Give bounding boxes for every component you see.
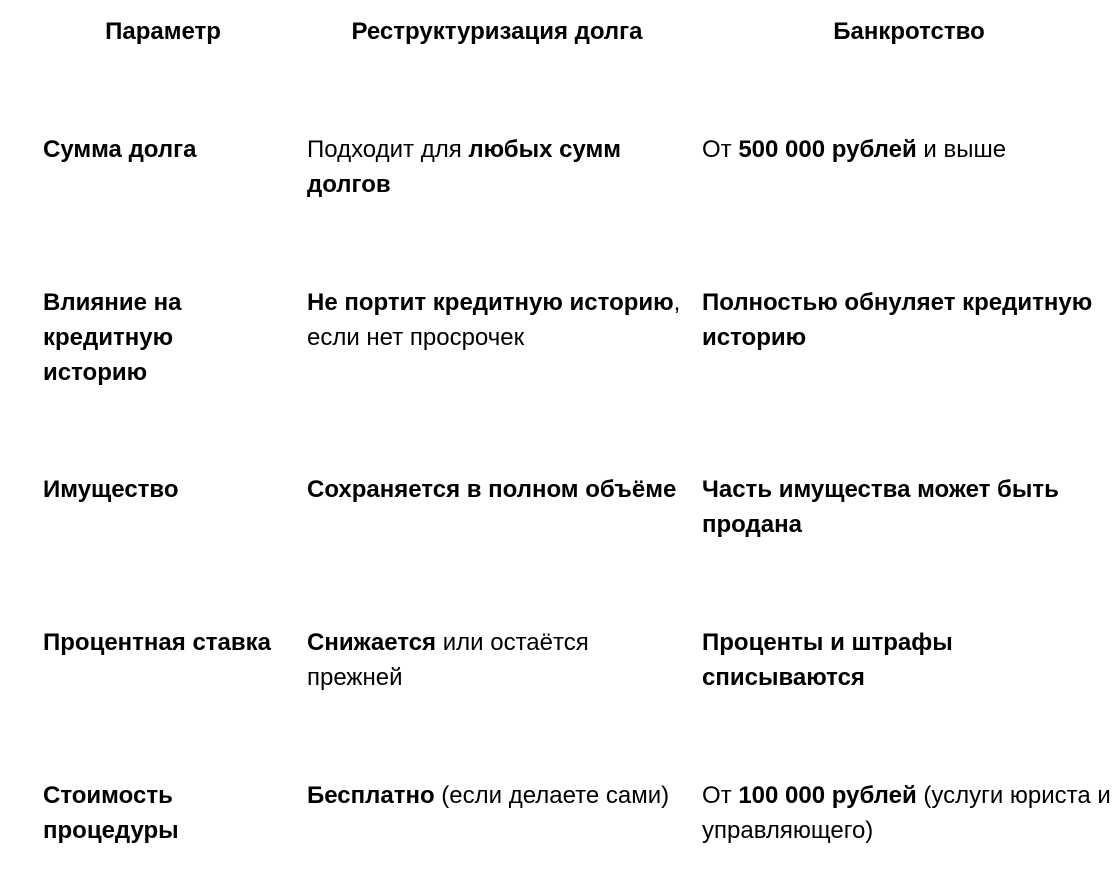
cell-restructuring-credit-history: Не портит кредитную историю, если нет просрочек — [307, 289, 681, 351]
cell-restructuring-property: Сохраняется в полном объёме — [307, 476, 677, 503]
header-restructuring: Реструктуризация долга — [351, 18, 643, 45]
cell-bankruptcy-debt-amount: От 500 000 рублей и выше — [702, 136, 1007, 163]
cell-restructuring-debt-amount: Подходит для любых сумм долгов — [307, 136, 622, 198]
cell-restructuring-procedure-cost: Бесплатно (если делаете сами) — [307, 782, 670, 809]
row-label-credit-history: Влияние на кредитную историю — [43, 289, 182, 386]
header-parameter: Параметр — [105, 18, 221, 45]
cell-bankruptcy-interest-rate: Проценты и штрафы списываются — [702, 629, 953, 691]
cell-bankruptcy-procedure-cost: От 100 000 рублей (услуги юриста и управляющего) — [702, 782, 1111, 844]
row-label-debt-amount: Сумма долга — [43, 136, 197, 163]
row-label-interest-rate: Процентная ставка — [43, 629, 271, 656]
cell-restructuring-interest-rate: Снижается или остаётся прежней — [307, 629, 589, 691]
row-label-property: Имущество — [43, 476, 179, 503]
row-label-procedure-cost: Стоимость процедуры — [43, 782, 179, 844]
cell-bankruptcy-credit-history: Полностью обнуляет кредитную историю — [702, 289, 1093, 351]
header-bankruptcy: Банкротство — [833, 18, 985, 45]
cell-bankruptcy-property: Часть имущества может быть продана — [702, 476, 1059, 538]
